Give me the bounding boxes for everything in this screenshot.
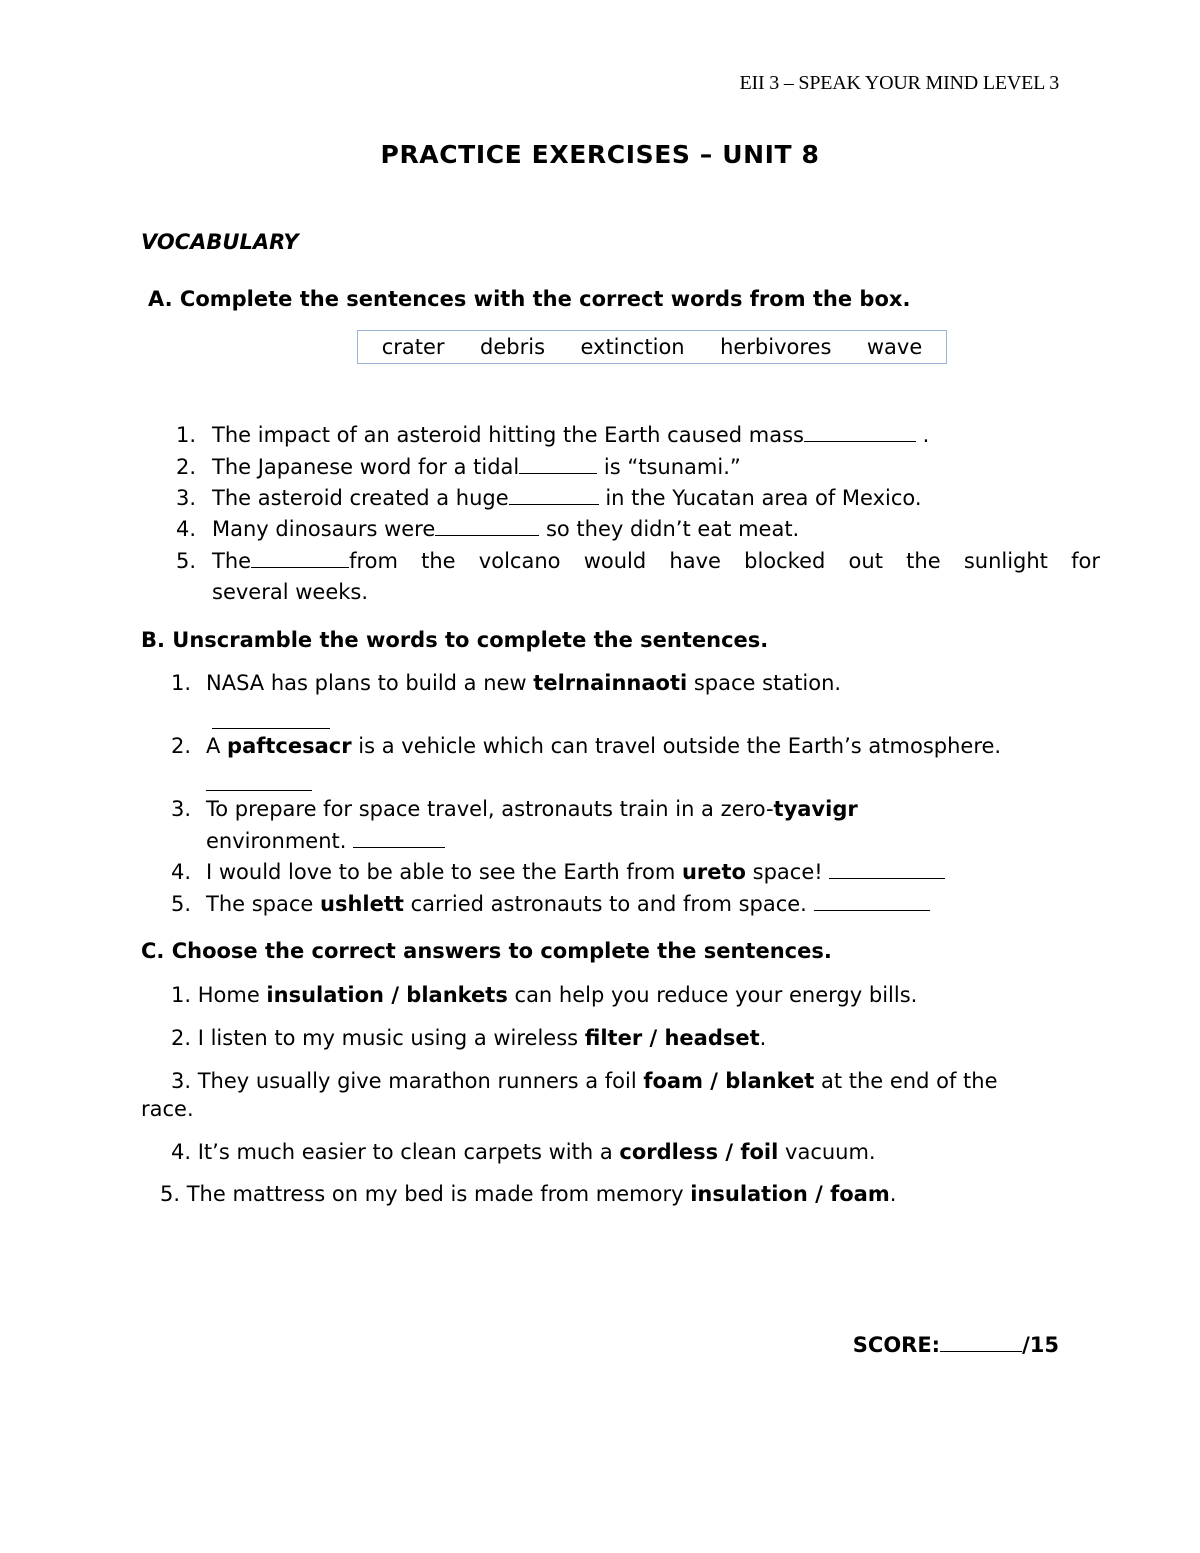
item-number: 1.	[176, 423, 197, 447]
list-item: To prepare for space travel, astronauts train in a zero-tyavigr	[206, 797, 858, 821]
list-item-continuation: several weeks.	[212, 580, 369, 604]
item-number: 5.	[176, 549, 197, 573]
answer-blank[interactable]	[435, 517, 539, 536]
list-item: 2. I listen to my music using a wireless filter / headset.	[171, 1026, 767, 1050]
list-item-continuation: environment.	[206, 829, 445, 853]
box-word: wave	[866, 335, 923, 359]
list-item: The asteroid created a huge in the Yucatan area of Mexico.	[212, 486, 922, 510]
list-item: 3. They usually give marathon runners a foil foam / blanket at the end of the	[171, 1069, 998, 1093]
score-field: SCORE: /15	[852, 1333, 1059, 1357]
list-item: NASA has plans to build a new telrnainnaoti space station.	[206, 671, 842, 695]
list-item: 1. Home insulation / blankets can help you reduce your energy bills.	[171, 983, 918, 1007]
item-number: 1.	[171, 671, 192, 695]
list-item: The Japanese word for a tidal is “tsunami.”	[212, 455, 741, 479]
answer-blank[interactable]	[519, 455, 597, 474]
item-number: 2.	[176, 455, 197, 479]
answer-blank[interactable]	[251, 549, 349, 568]
course-header: EII 3 – SPEAK YOUR MIND LEVEL 3	[739, 72, 1059, 94]
item-number: 4.	[171, 860, 192, 884]
answer-blank[interactable]	[509, 486, 599, 505]
answer-blank[interactable]	[353, 829, 445, 848]
list-item-continuation: race.	[141, 1097, 194, 1121]
box-word: extinction	[580, 335, 685, 359]
box-word: crater	[381, 335, 445, 359]
item-number: 3.	[176, 486, 197, 510]
list-item: Many dinosaurs were so they didn’t eat meat.	[212, 517, 800, 541]
section-c-heading: C. Choose the correct answers to complete the sentences.	[141, 939, 832, 963]
item-number: 5.	[171, 892, 192, 916]
list-item: 5. The mattress on my bed is made from memory insulation / foam.	[160, 1182, 897, 1206]
score-blank[interactable]	[940, 1333, 1022, 1352]
box-word: herbivores	[720, 335, 832, 359]
list-item: The from the volcano would have blocked out the sunlight for	[212, 549, 1100, 573]
list-item: The space ushlett carried astronauts to and from space.	[206, 892, 930, 916]
answer-blank[interactable]	[814, 892, 930, 911]
page-title: PRACTICE EXERCISES – UNIT 8	[380, 140, 820, 169]
word-box	[357, 330, 947, 364]
item-number: 4.	[176, 517, 197, 541]
item-number: 2.	[171, 734, 192, 758]
list-item: 4. It’s much easier to clean carpets with a cordless / foil vacuum.	[171, 1140, 876, 1164]
answer-blank[interactable]	[804, 423, 916, 442]
section-a-heading: A. Complete the sentences with the correct words from the box.	[148, 287, 911, 311]
list-item: I would love to be able to see the Earth from ureto space!	[206, 860, 945, 884]
answer-line[interactable]	[212, 710, 330, 734]
answer-line[interactable]	[206, 772, 312, 796]
item-number: 3.	[171, 797, 192, 821]
section-b-heading: B. Unscramble the words to complete the sentences.	[141, 628, 769, 652]
list-item: A paftcesacr is a vehicle which can travel outside the Earth’s atmosphere.	[206, 734, 1002, 758]
list-item: The impact of an asteroid hitting the Earth caused mass .	[212, 423, 930, 447]
vocabulary-label: VOCABULARY	[141, 230, 299, 254]
box-word: debris	[480, 335, 546, 359]
answer-blank[interactable]	[829, 860, 945, 879]
